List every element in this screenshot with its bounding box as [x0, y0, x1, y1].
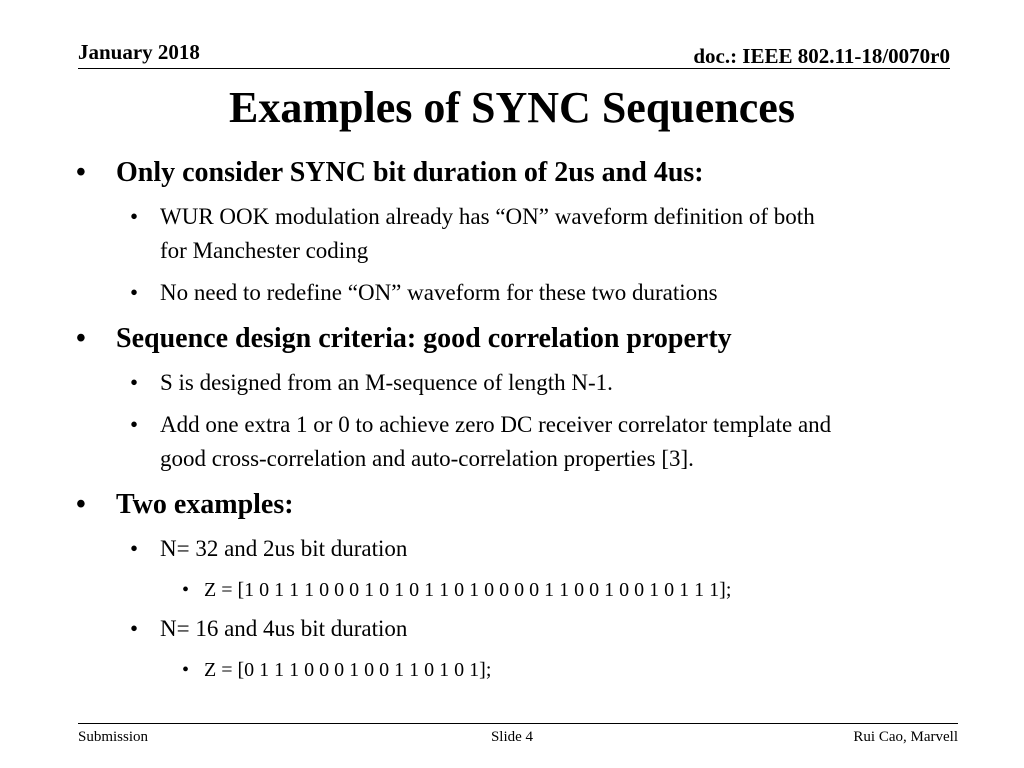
footer-submission: Submission — [78, 729, 149, 745]
bullet-dot: • — [130, 370, 139, 395]
slide-title: Examples of SYNC Sequences — [229, 83, 795, 132]
bullet-text: Only consider SYNC bit duration of 2us and 4us: — [116, 157, 704, 188]
bullet-text: Z = [0 1 1 1 0 0 0 1 0 0 1 1 0 1 0 1]; — [204, 659, 492, 681]
bullet-level1 — [76, 156, 704, 190]
bullet-text: good cross-correlation and auto-correlation properties [3]. — [160, 446, 694, 471]
bullet-text: N= 16 and 4us bit duration — [160, 616, 408, 641]
bullet-text: WUR OOK modulation already has “ON” waveform definition of both — [160, 204, 815, 229]
header-date: January 2018 — [78, 40, 200, 64]
header-doc-id: doc.: IEEE 802.11-18/0070r0 — [693, 44, 950, 68]
bullet-dot: • — [182, 579, 190, 601]
bullet-dot: • — [130, 412, 139, 437]
bullet-dot: • — [130, 536, 139, 561]
bullet-level3 — [182, 576, 732, 604]
bullet-dot: • — [130, 204, 139, 229]
bullet-level2-continuation — [160, 234, 368, 268]
bullet-text: Sequence design criteria: good correlation property — [116, 323, 732, 354]
bullet-dot: • — [76, 157, 86, 188]
bullet-level2 — [130, 366, 613, 400]
bullet-text: S is designed from an M-sequence of length N-1. — [160, 370, 613, 395]
bullet-level1 — [76, 488, 294, 522]
bullet-dot: • — [182, 659, 190, 681]
bullet-level1 — [76, 322, 732, 356]
bullet-level2 — [130, 532, 408, 566]
header-divider — [78, 68, 950, 69]
bullet-text: Add one extra 1 or 0 to achieve zero DC receiver correlator template and — [160, 412, 832, 437]
bullet-dot: • — [130, 280, 139, 305]
bullet-level2 — [130, 276, 718, 310]
footer-author: Rui Cao, Marvell — [853, 729, 958, 745]
bullet-level2-continuation — [160, 442, 694, 476]
bullet-text: Z = [1 0 1 1 1 0 0 0 1 0 1 0 1 1 0 1 0 0 0 0 1 1 0 0 1 0 0 1 0 1 1 1]; — [204, 579, 732, 601]
bullet-text: No need to redefine “ON” waveform for these two durations — [160, 280, 718, 305]
bullet-level2 — [130, 408, 832, 442]
bullet-level2 — [130, 612, 408, 646]
bullet-text: Two examples: — [116, 489, 294, 520]
footer-slide-number: Slide 4 — [490, 729, 534, 745]
bullet-dot: • — [130, 616, 139, 641]
bullet-level3 — [182, 656, 492, 684]
bullet-text: N= 32 and 2us bit duration — [160, 536, 408, 561]
footer-divider — [78, 723, 958, 724]
bullet-dot: • — [76, 489, 86, 520]
bullet-text: for Manchester coding — [160, 238, 369, 263]
bullet-level2 — [130, 200, 815, 234]
bullet-dot: • — [76, 323, 86, 354]
